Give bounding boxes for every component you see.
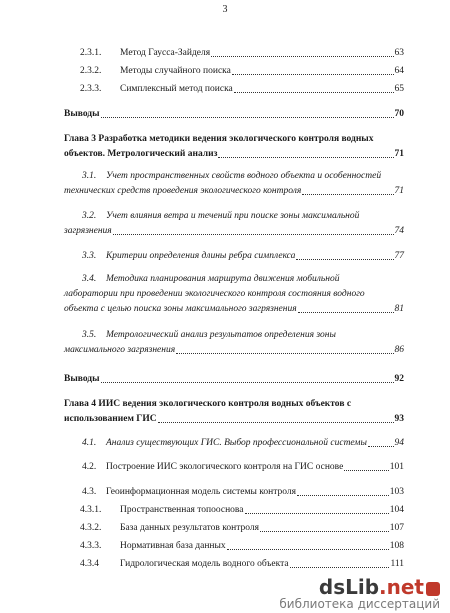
toc-entry-number: 2.3.3. bbox=[80, 84, 102, 94]
toc-entry-page: 103 bbox=[389, 487, 404, 497]
leader-dots bbox=[211, 56, 393, 57]
toc-entry-page: 74 bbox=[394, 226, 404, 236]
leader-dots bbox=[344, 470, 388, 471]
leader-dots bbox=[176, 353, 393, 354]
toc-entry-chapter-3[interactable] bbox=[64, 132, 404, 162]
toc-entry-page: 71 bbox=[394, 149, 404, 159]
page-number: 3 bbox=[222, 4, 228, 15]
toc-entry-2-3-3[interactable] bbox=[80, 82, 404, 97]
watermark-subtitle: библиотека диссертаций bbox=[279, 597, 440, 611]
toc-entry-title-line: максимального загрязнения bbox=[64, 345, 176, 355]
toc-entry-4-3[interactable] bbox=[82, 485, 404, 500]
leader-dots bbox=[245, 513, 389, 514]
toc-entry-number: 4.3. bbox=[82, 487, 97, 497]
toc-entry-number: 4.1. bbox=[82, 438, 97, 448]
toc-entry-title: Нормативная база данных bbox=[120, 541, 226, 551]
toc-entry-title-line: объектов. Метрологический анализ bbox=[64, 149, 218, 159]
toc-entry-page: 111 bbox=[390, 559, 404, 569]
toc-entry-title: Выводы bbox=[64, 374, 100, 384]
toc-entry-2-3-1[interactable] bbox=[80, 46, 404, 61]
watermark-logo: dsLib.net bbox=[279, 575, 440, 599]
toc-entry-title: Метод Гаусса-Зайделя bbox=[120, 48, 211, 58]
toc-entry-title: Выводы bbox=[64, 109, 100, 119]
toc-entry-title: Геоинформационная модель системы контроля bbox=[106, 487, 296, 497]
toc-entry-page: 65 bbox=[394, 84, 404, 94]
leader-dots bbox=[290, 567, 390, 568]
toc-entry-chapter-4[interactable] bbox=[64, 397, 404, 427]
leader-dots bbox=[227, 549, 389, 550]
toc-entry-title: Пространственная топооснова bbox=[120, 505, 244, 515]
leader-dots bbox=[297, 495, 389, 496]
toc-entry-4-2[interactable] bbox=[82, 460, 404, 475]
toc-entry-4-3-4[interactable] bbox=[80, 557, 404, 572]
toc-entry-4-3-3[interactable] bbox=[80, 539, 404, 554]
leader-dots bbox=[158, 422, 394, 423]
toc-entry-title-line: Глава 3 Разработка методики ведения экологического контроля водных bbox=[64, 134, 374, 144]
toc-entry-number: 4.3.1. bbox=[80, 505, 102, 515]
toc-entry-page: 101 bbox=[389, 462, 404, 472]
toc-entry-number: 4.3.4 bbox=[80, 559, 99, 569]
toc-entry-number: 4.3.3. bbox=[80, 541, 102, 551]
toc-entry-title-line: лаборатории при проведении экологического контроля состояния водного bbox=[64, 289, 365, 299]
toc-entry-number: 3.5. bbox=[82, 330, 97, 340]
toc-entry-title: Критерии определения длины ребра симплекса bbox=[106, 251, 296, 261]
toc-entry-page: 86 bbox=[394, 345, 404, 355]
toc-entry-number: 4.2. bbox=[82, 462, 97, 472]
toc-entry-page: 107 bbox=[389, 523, 404, 533]
toc-entry-title-line: Методика планирования маршрута движения мобильной bbox=[106, 274, 340, 284]
toc-entry-4-3-1[interactable] bbox=[80, 503, 404, 518]
toc-entry-conclusions-2[interactable] bbox=[64, 107, 404, 122]
toc-entry-title: База данных результатов контроля bbox=[120, 523, 260, 533]
toc-entry-page: 94 bbox=[394, 438, 404, 448]
toc-entry-title-line: загрязнения bbox=[64, 226, 112, 236]
toc-entry-title: Методы случайного поиска bbox=[120, 66, 231, 76]
toc-entry-3-3[interactable] bbox=[82, 249, 404, 264]
leader-dots bbox=[101, 117, 394, 118]
toc-entry-number: 3.3. bbox=[82, 251, 97, 261]
toc-entry-title-line: использованием ГИС bbox=[64, 414, 157, 424]
toc-entry-number: 3.2. bbox=[82, 211, 97, 221]
logo-icon bbox=[426, 582, 440, 596]
toc-entry-page: 104 bbox=[389, 505, 404, 515]
toc-entry-page: 92 bbox=[394, 374, 404, 384]
toc-entry-title: Построение ИИС экологического контроля на ГИС основе bbox=[106, 462, 344, 472]
toc-entry-number: 3.1. bbox=[82, 171, 97, 181]
leader-dots bbox=[302, 194, 393, 195]
toc-entry-4-3-2[interactable] bbox=[80, 521, 404, 536]
toc-entry-title-line: технических средств проведения экологического контроля bbox=[64, 186, 302, 196]
toc-entry-3-1[interactable] bbox=[64, 169, 404, 199]
toc-entry-2-3-2[interactable] bbox=[80, 64, 404, 79]
toc-entry-title: Анализ существующих ГИС. Выбор профессиональной системы bbox=[106, 438, 367, 448]
toc-entry-page: 63 bbox=[394, 48, 404, 58]
toc-entry-title-line: Учет влияния ветра и течений при поиске зоны максимальной bbox=[106, 211, 360, 221]
toc-entry-page: 64 bbox=[394, 66, 404, 76]
toc-entry-title: Гидрологическая модель водного объекта bbox=[120, 559, 289, 569]
leader-dots bbox=[234, 92, 394, 93]
leader-dots bbox=[368, 446, 394, 447]
toc-entry-title-line: объекта с целью поиска зоны максимального загрязнения bbox=[64, 304, 297, 314]
leader-dots bbox=[218, 157, 393, 158]
toc-entry-title-line: Учет пространственных свойств водного объекта и особенностей bbox=[106, 171, 382, 181]
leader-dots bbox=[296, 259, 393, 260]
toc-entry-4-1[interactable] bbox=[82, 436, 404, 451]
toc-entry-3-2[interactable] bbox=[64, 209, 404, 239]
toc-entry-title-line: Метрологический анализ результатов определения зоны bbox=[106, 330, 336, 340]
toc-entry-title-line: Глава 4 ИИС ведения экологического контроля водных объектов с bbox=[64, 399, 352, 409]
leader-dots bbox=[232, 74, 394, 75]
toc-entry-3-4[interactable] bbox=[64, 272, 404, 317]
toc-entry-page: 77 bbox=[394, 251, 404, 261]
toc-entry-number: 2.3.2. bbox=[80, 66, 102, 76]
toc-entry-page: 81 bbox=[394, 304, 404, 314]
toc-entry-page: 71 bbox=[394, 186, 404, 196]
toc-entry-number: 2.3.1. bbox=[80, 48, 102, 58]
leader-dots bbox=[298, 312, 394, 313]
toc-entry-number: 3.4. bbox=[82, 274, 97, 284]
toc-entry-page: 70 bbox=[394, 109, 404, 119]
toc-entry-page: 108 bbox=[389, 541, 404, 551]
watermark bbox=[279, 575, 440, 611]
toc-entry-3-5[interactable] bbox=[64, 328, 404, 358]
toc-entry-conclusions-3[interactable] bbox=[64, 372, 404, 387]
toc-entry-title: Симплексный метод поиска bbox=[120, 84, 233, 94]
leader-dots bbox=[260, 531, 389, 532]
leader-dots bbox=[101, 382, 394, 383]
toc-entry-page: 93 bbox=[394, 414, 404, 424]
leader-dots bbox=[113, 234, 394, 235]
toc-entry-number: 4.3.2. bbox=[80, 523, 102, 533]
